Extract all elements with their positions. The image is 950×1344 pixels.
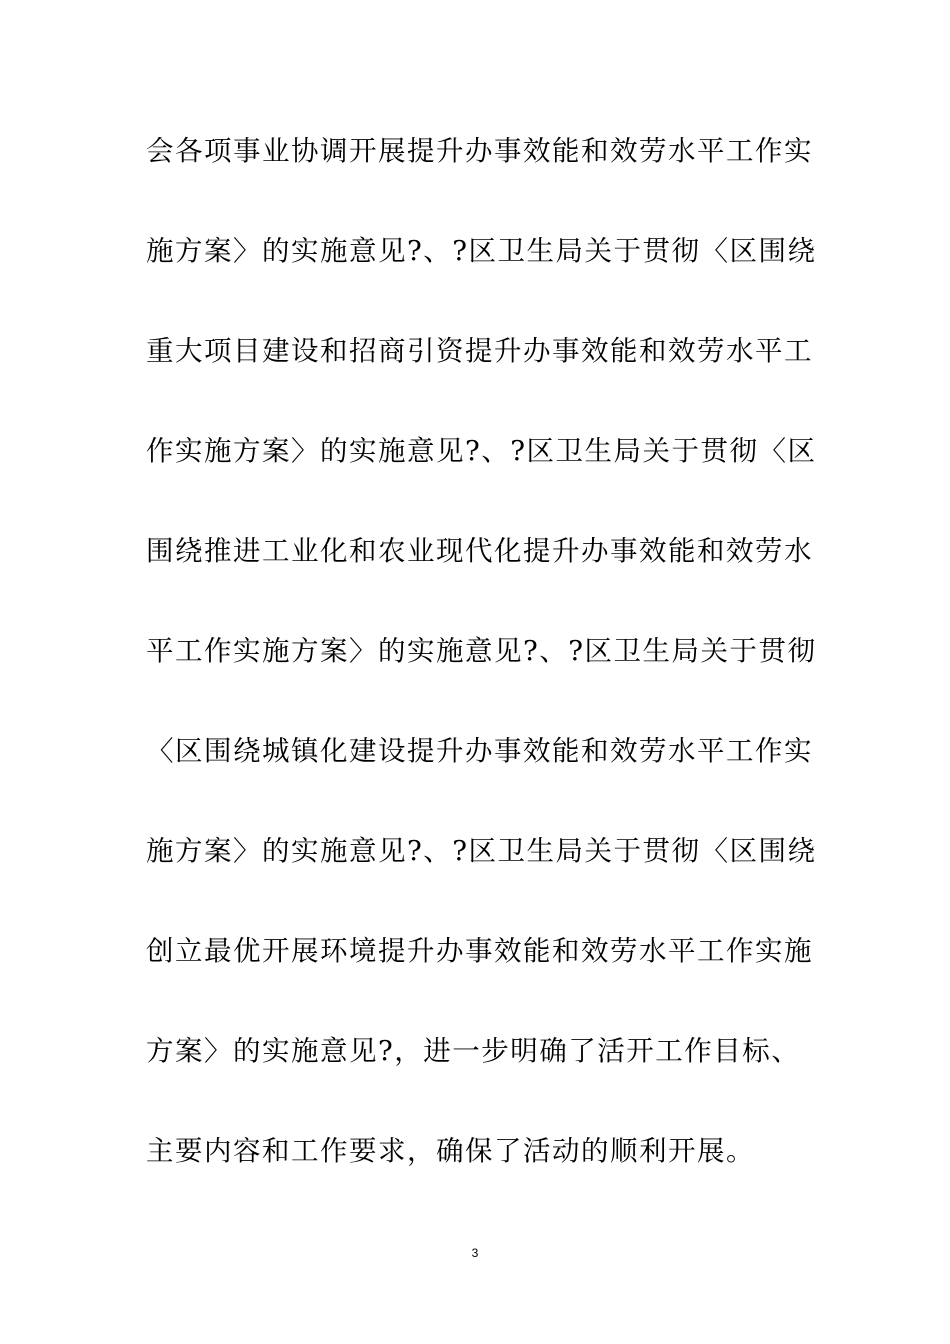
text-line: 重大项目建设和招商引资提升办事效能和效劳水平工 xyxy=(146,335,813,367)
text-line: 施方案〉的实施意见?、?区卫生局关于贯彻〈区围绕 xyxy=(146,235,817,267)
body-paragraph xyxy=(146,118,826,1218)
text-line: 施方案〉的实施意见?、?区卫生局关于贯彻〈区围绕 xyxy=(146,835,817,867)
text-line: 平工作实施方案〉的实施意见?、?区卫生局关于贯彻 xyxy=(146,635,817,667)
text-line: 创立最优开展环境提升办事效能和效劳水平工作实施 xyxy=(146,935,813,967)
text-line: 围绕推进工业化和农业现代化提升办事效能和效劳水 xyxy=(146,535,813,567)
text-line: 方案〉的实施意见?，进一步明确了活开工作目标、 xyxy=(146,1035,801,1067)
text-line: 会各项事业协调开展提升办事效能和效劳水平工作实 xyxy=(146,135,813,167)
text-line: 作实施方案〉的实施意见?、?区卫生局关于贯彻〈区 xyxy=(146,435,817,467)
text-line: 〈区围绕城镇化建设提升办事效能和效劳水平工作实 xyxy=(146,735,813,767)
text-line: 主要内容和工作要求，确保了活动的顺利开展。 xyxy=(146,1135,755,1167)
page-number: 3 xyxy=(471,1246,479,1260)
